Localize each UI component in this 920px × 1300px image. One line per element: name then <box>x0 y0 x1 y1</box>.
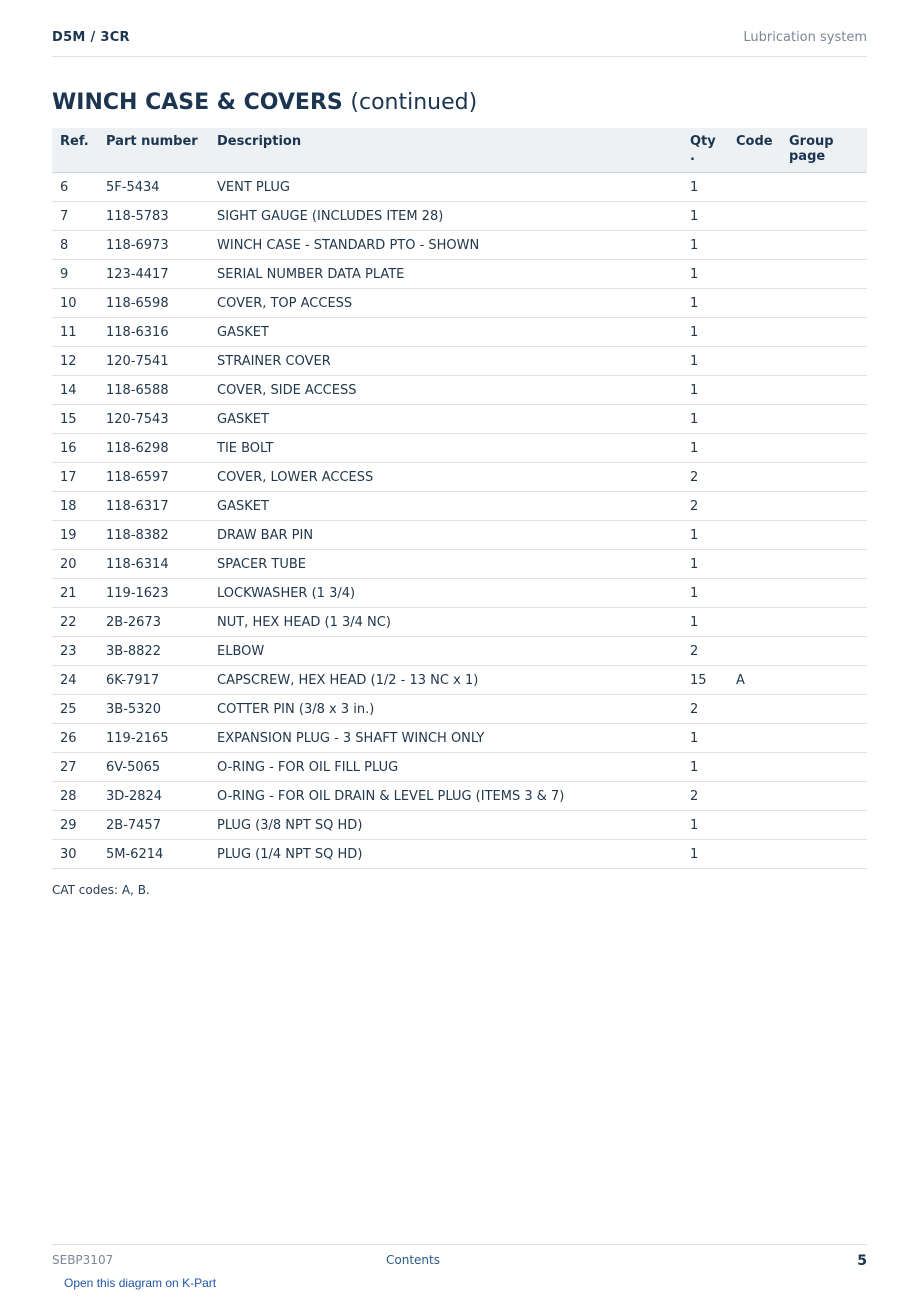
cell-description: WINCH CASE - STANDARD PTO - SHOWN <box>209 231 682 260</box>
cell-group-page <box>781 782 867 811</box>
col-ref: Ref. <box>52 128 98 173</box>
cell-group-page <box>781 347 867 376</box>
cell-qty: 1 <box>682 347 728 376</box>
table-row <box>52 434 867 463</box>
cell-part-number: 5M-6214 <box>98 840 209 869</box>
cell-ref: 7 <box>52 202 98 231</box>
cell-part-number: 118-6973 <box>98 231 209 260</box>
cell-group-page <box>781 637 867 666</box>
page-title <box>52 90 477 115</box>
table-row <box>52 202 867 231</box>
cell-code <box>728 637 781 666</box>
table-row <box>52 231 867 260</box>
cell-ref: 16 <box>52 434 98 463</box>
cell-ref: 18 <box>52 492 98 521</box>
cell-qty: 1 <box>682 231 728 260</box>
cell-part-number: 2B-7457 <box>98 811 209 840</box>
document-id: SEBP3107 <box>52 1253 114 1267</box>
cell-qty: 1 <box>682 753 728 782</box>
cell-description: SIGHT GAUGE (INCLUDES ITEM 28) <box>209 202 682 231</box>
cell-ref: 12 <box>52 347 98 376</box>
cell-qty: 1 <box>682 173 728 202</box>
cell-qty: 1 <box>682 289 728 318</box>
cell-description: DRAW BAR PIN <box>209 521 682 550</box>
table-row <box>52 579 867 608</box>
cell-ref: 29 <box>52 811 98 840</box>
cell-qty: 1 <box>682 202 728 231</box>
cell-code <box>728 782 781 811</box>
cell-code <box>728 231 781 260</box>
cell-description: GASKET <box>209 492 682 521</box>
col-description: Description <box>209 128 682 173</box>
cell-part-number: 118-6588 <box>98 376 209 405</box>
cell-qty: 1 <box>682 579 728 608</box>
cell-qty: 1 <box>682 405 728 434</box>
cell-qty: 1 <box>682 260 728 289</box>
cell-qty: 1 <box>682 521 728 550</box>
cell-code <box>728 376 781 405</box>
table-row <box>52 173 867 202</box>
cell-group-page <box>781 724 867 753</box>
table-row <box>52 376 867 405</box>
cell-code <box>728 492 781 521</box>
table-row <box>52 637 867 666</box>
cell-part-number: 120-7543 <box>98 405 209 434</box>
cell-code <box>728 434 781 463</box>
cell-description: NUT, HEX HEAD (1 3/4 NC) <box>209 608 682 637</box>
cell-code <box>728 463 781 492</box>
cell-qty: 1 <box>682 608 728 637</box>
cell-part-number: 3D-2824 <box>98 782 209 811</box>
cell-group-page <box>781 289 867 318</box>
cell-code <box>728 289 781 318</box>
table-row <box>52 666 867 695</box>
page-header <box>52 28 867 57</box>
cell-qty: 2 <box>682 637 728 666</box>
cell-ref: 30 <box>52 840 98 869</box>
cell-part-number: 119-2165 <box>98 724 209 753</box>
page-footer <box>52 1244 867 1275</box>
cell-code <box>728 550 781 579</box>
cell-qty: 1 <box>682 811 728 840</box>
table-row <box>52 840 867 869</box>
cell-group-page <box>781 666 867 695</box>
cell-qty: 1 <box>682 840 728 869</box>
cell-ref: 21 <box>52 579 98 608</box>
cell-part-number: 123-4417 <box>98 260 209 289</box>
cell-qty: 1 <box>682 434 728 463</box>
cell-part-number: 120-7541 <box>98 347 209 376</box>
cell-part-number: 118-5783 <box>98 202 209 231</box>
table-row <box>52 260 867 289</box>
col-group-page: Group page <box>781 128 867 173</box>
table-body <box>52 173 867 869</box>
table-row <box>52 405 867 434</box>
cell-description: COVER, SIDE ACCESS <box>209 376 682 405</box>
parts-table <box>52 128 867 869</box>
cell-ref: 10 <box>52 289 98 318</box>
cell-ref: 22 <box>52 608 98 637</box>
table-row <box>52 318 867 347</box>
cell-ref: 28 <box>52 782 98 811</box>
cell-description: PLUG (3/8 NPT SQ HD) <box>209 811 682 840</box>
cell-part-number: 6K-7917 <box>98 666 209 695</box>
cell-ref: 17 <box>52 463 98 492</box>
cell-description: LOCKWASHER (1 3/4) <box>209 579 682 608</box>
cell-code <box>728 811 781 840</box>
cell-description: PLUG (1/4 NPT SQ HD) <box>209 840 682 869</box>
cell-qty: 2 <box>682 492 728 521</box>
cell-qty: 2 <box>682 782 728 811</box>
table-row <box>52 289 867 318</box>
cell-part-number: 6V-5065 <box>98 753 209 782</box>
title-main: WINCH CASE & COVERS <box>52 90 343 115</box>
cell-description: VENT PLUG <box>209 173 682 202</box>
cell-group-page <box>781 318 867 347</box>
cell-description: O-RING - FOR OIL FILL PLUG <box>209 753 682 782</box>
cell-code <box>728 405 781 434</box>
cell-description: STRAINER COVER <box>209 347 682 376</box>
cell-qty: 1 <box>682 318 728 347</box>
cell-description: GASKET <box>209 405 682 434</box>
cell-qty: 2 <box>682 695 728 724</box>
cell-code <box>728 318 781 347</box>
cell-ref: 25 <box>52 695 98 724</box>
cell-description: TIE BOLT <box>209 434 682 463</box>
cell-code <box>728 840 781 869</box>
cell-code <box>728 695 781 724</box>
cell-group-page <box>781 840 867 869</box>
cell-description: COVER, TOP ACCESS <box>209 289 682 318</box>
cell-description: GASKET <box>209 318 682 347</box>
cell-ref: 23 <box>52 637 98 666</box>
cell-part-number: 3B-5320 <box>98 695 209 724</box>
cell-qty: 1 <box>682 724 728 753</box>
cell-qty: 1 <box>682 376 728 405</box>
cell-group-page <box>781 550 867 579</box>
cell-code <box>728 202 781 231</box>
col-code: Code <box>728 128 781 173</box>
cell-part-number: 118-6597 <box>98 463 209 492</box>
cell-description: CAPSCREW, HEX HEAD (1/2 - 13 NC x 1) <box>209 666 682 695</box>
cell-code <box>728 260 781 289</box>
table-row <box>52 550 867 579</box>
cell-code <box>728 347 781 376</box>
cell-part-number: 118-6598 <box>98 289 209 318</box>
table-header <box>52 128 867 173</box>
cell-group-page <box>781 753 867 782</box>
table-row <box>52 492 867 521</box>
cell-group-page <box>781 695 867 724</box>
cat-codes-note: CAT codes: A, B. <box>52 883 150 897</box>
section-label: Lubrication system <box>743 30 867 45</box>
cell-ref: 11 <box>52 318 98 347</box>
cell-ref: 27 <box>52 753 98 782</box>
title-suffix: (continued) <box>350 90 478 115</box>
cell-code <box>728 173 781 202</box>
cell-ref: 14 <box>52 376 98 405</box>
cell-group-page <box>781 405 867 434</box>
cell-code <box>728 521 781 550</box>
cell-part-number: 118-6317 <box>98 492 209 521</box>
model-label: D5M / 3CR <box>52 30 130 45</box>
cell-code <box>728 724 781 753</box>
cell-group-page <box>781 579 867 608</box>
cell-description: COVER, LOWER ACCESS <box>209 463 682 492</box>
cell-description: SPACER TUBE <box>209 550 682 579</box>
cell-ref: 20 <box>52 550 98 579</box>
cell-part-number: 118-6298 <box>98 434 209 463</box>
cell-group-page <box>781 434 867 463</box>
cell-description: ELBOW <box>209 637 682 666</box>
cell-group-page <box>781 202 867 231</box>
cell-qty: 2 <box>682 463 728 492</box>
cell-ref: 6 <box>52 173 98 202</box>
cell-qty: 15 <box>682 666 728 695</box>
cell-group-page <box>781 231 867 260</box>
cell-code <box>728 579 781 608</box>
table-row <box>52 811 867 840</box>
table-row <box>52 608 867 637</box>
cell-group-page <box>781 521 867 550</box>
cell-part-number: 118-6314 <box>98 550 209 579</box>
contents-link[interactable]: Contents <box>386 1253 440 1267</box>
table-row <box>52 724 867 753</box>
cell-ref: 9 <box>52 260 98 289</box>
cell-code: A <box>728 666 781 695</box>
table-row <box>52 782 867 811</box>
cell-qty: 1 <box>682 550 728 579</box>
cell-part-number: 2B-2673 <box>98 608 209 637</box>
cell-group-page <box>781 811 867 840</box>
table-row <box>52 463 867 492</box>
cell-ref: 19 <box>52 521 98 550</box>
cell-group-page <box>781 463 867 492</box>
cell-part-number: 3B-8822 <box>98 637 209 666</box>
cell-code <box>728 753 781 782</box>
cell-group-page <box>781 376 867 405</box>
col-qty: Qty . <box>682 128 728 173</box>
cell-group-page <box>781 260 867 289</box>
cell-description: COTTER PIN (3/8 x 3 in.) <box>209 695 682 724</box>
table-row <box>52 347 867 376</box>
cell-description: EXPANSION PLUG - 3 SHAFT WINCH ONLY <box>209 724 682 753</box>
page-number: 5 <box>857 1253 867 1269</box>
cell-code <box>728 608 781 637</box>
table-row <box>52 521 867 550</box>
cell-part-number: 118-8382 <box>98 521 209 550</box>
table-row <box>52 753 867 782</box>
cell-description: O-RING - FOR OIL DRAIN & LEVEL PLUG (ITEMS 3 & 7) <box>209 782 682 811</box>
col-part-number: Part number <box>98 128 209 173</box>
cell-group-page <box>781 173 867 202</box>
cell-part-number: 119-1623 <box>98 579 209 608</box>
cell-description: SERIAL NUMBER DATA PLATE <box>209 260 682 289</box>
cell-ref: 26 <box>52 724 98 753</box>
table-row <box>52 695 867 724</box>
cell-part-number: 5F-5434 <box>98 173 209 202</box>
cell-group-page <box>781 608 867 637</box>
cell-ref: 15 <box>52 405 98 434</box>
kpart-link[interactable]: Open this diagram on K-Part <box>64 1276 217 1290</box>
cell-part-number: 118-6316 <box>98 318 209 347</box>
cell-group-page <box>781 492 867 521</box>
cell-ref: 24 <box>52 666 98 695</box>
cell-ref: 8 <box>52 231 98 260</box>
